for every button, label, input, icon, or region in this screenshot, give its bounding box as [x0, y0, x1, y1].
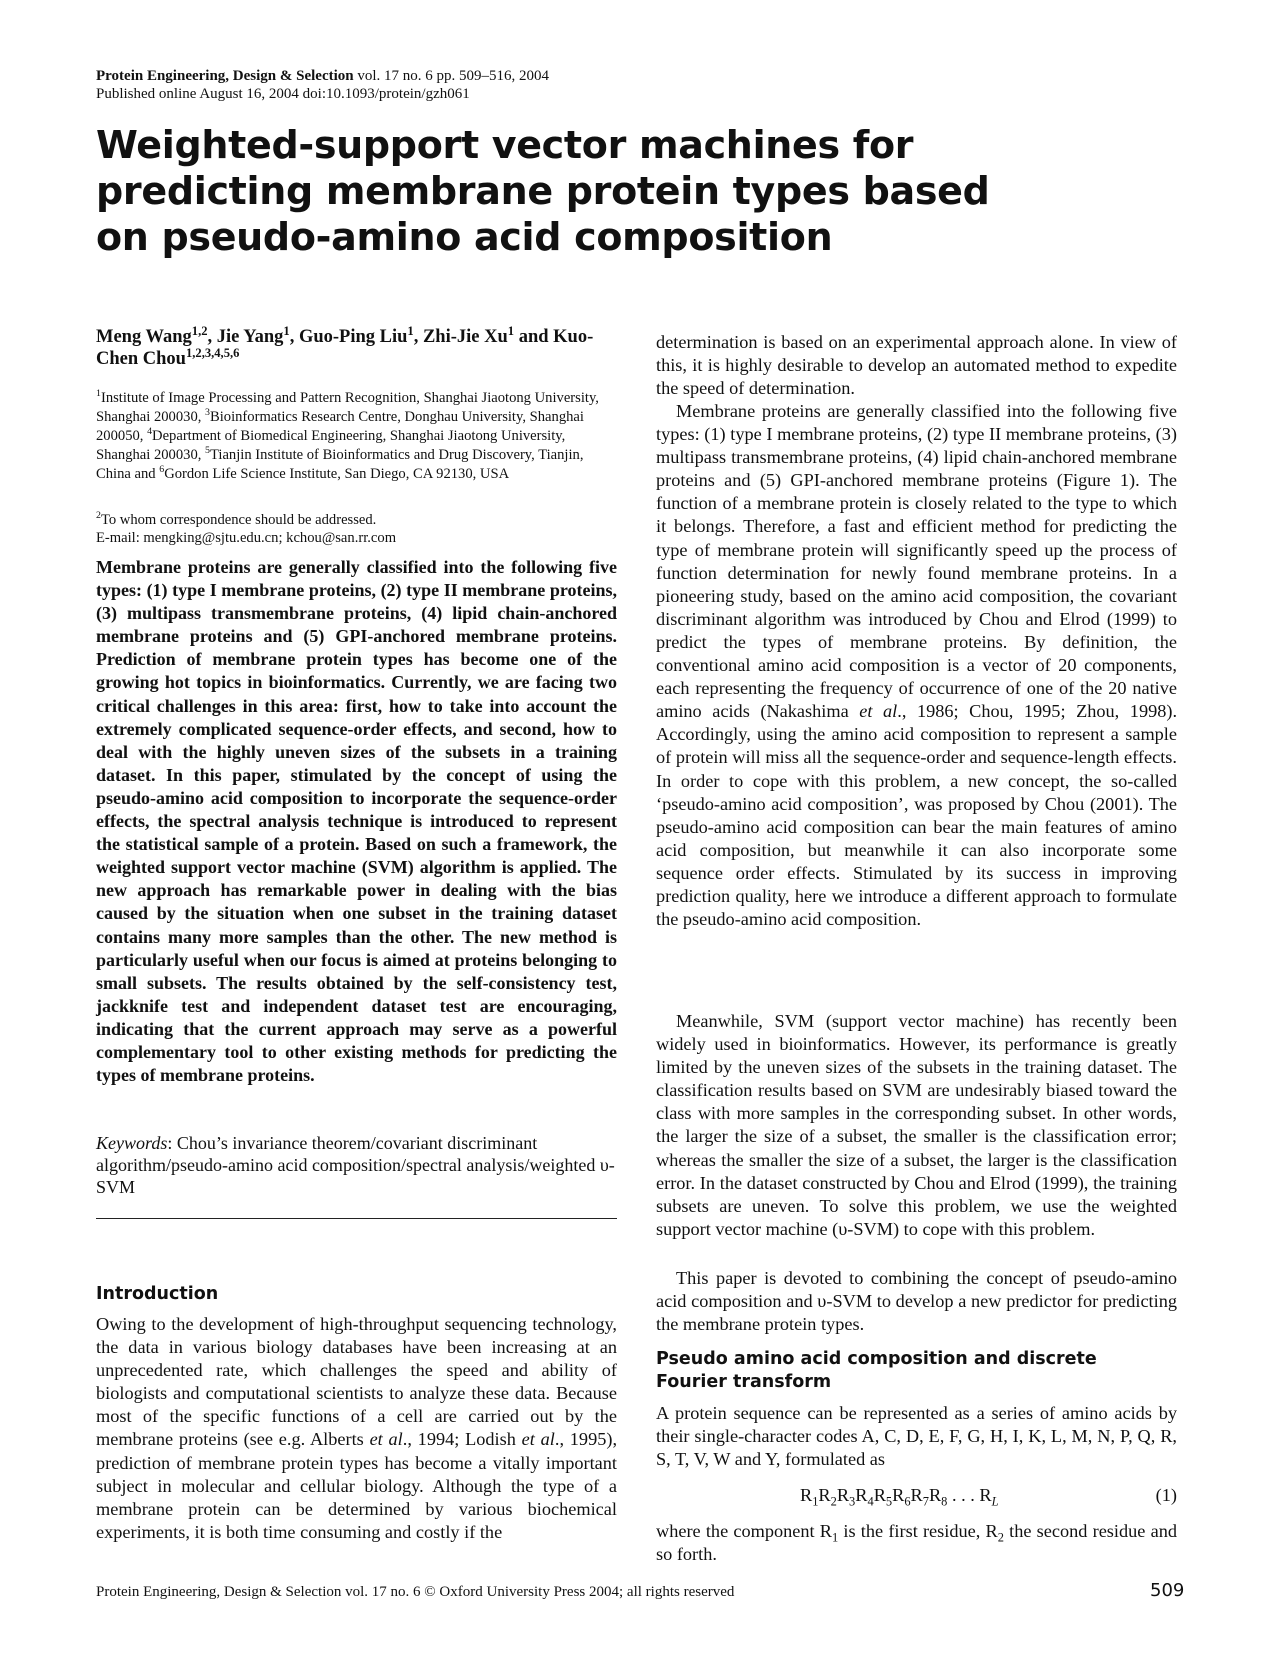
affiliation-text: Tianjin Institute of Bioinformatics and Drug Discovery, Tianjin, China and: [96, 447, 584, 482]
author-name: Guo-Ping Liu: [298, 327, 408, 347]
residue-index: 3: [849, 1494, 856, 1509]
residue-symbol: R: [873, 1485, 886, 1505]
abstract: Membrane proteins are generally classified into the following five types: (1) type I membrane proteins, (2) type II membrane proteins, (3) multipass transmembrane proteins, (4) lipid chain-anchored membrane proteins and (5) GPI-anchored membrane proteins. Prediction of membrane protein types has become one of the growing hot topics in bioinformatics. Currently, we are facing two critical challenges in this area: first, how to take into account the extremely complicated sequence-order effects, and second, how to deal with the highly uneven sizes of the subsets in a training dataset. In this paper, stimulated by the concept of using the pseudo-amino acid composition to incorporate the sequence-order effects, the spectral analysis technique is introduced to represent the statistical sample of a protein. Based on such a framework, the weighted support vector machine (SVM) algorithm is applied. The new approach has remarkable power in dealing with the bias caused by the situation when one subset in the training dataset contains many more samples than the other. The new method is particularly useful when our focus is aimed at proteins belonging to small subsets. The results obtained by the self-consistency test, jackknife test and independent dataset test are encouraging, indicating that the current approach may serve as a powerful complementary tool to other existing methods for predicting the types of membrane proteins.: [96, 557, 617, 1086]
introduction-heading: Introduction: [96, 1284, 219, 1304]
keywords-label: Keywords: [96, 1133, 168, 1153]
title-line: predicting membrane protein types based: [96, 169, 990, 213]
italic-et-al: et al: [521, 1429, 555, 1450]
text-run: ., 1994; Lodish: [402, 1429, 522, 1450]
text-run: ., 1986; Chou, 1995; Zhou, 1998). Accordingly, using the amino acid composition to represent a sample of protein will miss all the sequence-order and sequence-length effects. In order to cope with this problem, a new concept, the so-called ‘pseudo-amino acid composition’, was proposed by Chou (2001). The pseudo-amino acid composition can bear the main features of amino acid composition, but meanwhile it can also incorporate some sequence order effects. Stimulated by its success in improving prediction quality, here we introduce a different approach to formulate the pseudo-amino acid composition.: [656, 701, 1178, 930]
residue-symbol: R: [818, 1485, 831, 1505]
correspondence-mark: 2: [96, 510, 101, 522]
correspondence-line: [96, 511, 617, 529]
author-separator: ,: [207, 327, 217, 347]
affiliation-mark: 1: [96, 388, 101, 400]
residue-index: 2: [997, 1530, 1004, 1545]
residue-index: 7: [922, 1494, 929, 1509]
residue-index-last: L: [991, 1494, 999, 1509]
residue-index: 8: [941, 1494, 948, 1509]
text-run: is the first residue, R: [838, 1521, 998, 1541]
title-line: on pseudo-amino acid composition: [96, 215, 833, 259]
email-line: E-mail: mengking@sjtu.edu.cn; kchou@san.rr.com: [96, 530, 397, 546]
author-name: Kuo-Chen Chou: [96, 327, 594, 369]
residue-index: 5: [885, 1494, 893, 1509]
pseudo-section-heading: [656, 1348, 1177, 1394]
journal-header: [96, 67, 549, 103]
affiliation-mark: 3: [205, 407, 210, 419]
affiliation-mark: 5: [205, 445, 210, 457]
residue-symbol: R: [910, 1485, 923, 1505]
residue-ellipsis: . . . R: [947, 1485, 992, 1505]
author-affiliation-mark: 1: [283, 323, 290, 338]
affiliation-text: Bioinformatics Research Centre, Donghau University, Shanghai 200050,: [96, 409, 584, 444]
publication-info: Published online August 16, 2004 doi:10.1093/protein/gzh061: [96, 86, 470, 102]
correspondence-text: To whom correspondence should be addressed.: [100, 512, 377, 528]
text-run: Owing to the development of high-throughput sequencing technology, the data in various biology databases have been increasing at an unprecedented rate, which challenges the speed and ability of biologists and computational scientists to analyze these data. Because most of the specific functions of a cell are carried out by the membrane proteins (see e.g. Alberts: [96, 1314, 617, 1450]
italic-et-al: et al: [859, 701, 898, 722]
text-run: ., 1995), prediction of membrane protein types has become a vitally important subject in molecular and cellular biology. Although the type of a membrane protein can be determined by various biochemical experiments, it is both time consuming and costly if the: [96, 1429, 618, 1542]
affiliations: [96, 389, 617, 484]
introduction-paragraph: determination is based on an experimental approach alone. In view of this, it is highly desirable to develop an automated method to expedite the speed of determination.: [656, 332, 1177, 399]
author-affiliation-mark: 1: [507, 323, 515, 338]
paper-title: [96, 122, 996, 260]
journal-name: Protein Engineering, Design & Selection: [96, 68, 354, 84]
residue-symbol: R: [836, 1485, 850, 1505]
residue-symbol: R: [855, 1485, 868, 1505]
equation-number: (1): [1155, 1485, 1177, 1505]
pseudo-section-paragraph: A protein sequence can be represented as a series of amino acids by their single-character codes A, C, D, E, F, G, H, I, K, L, M, N, P, Q, R, S, T, V, W and Y, formulated as: [656, 1403, 1177, 1470]
equation-expression: [800, 1483, 998, 1507]
section-divider: [96, 1218, 617, 1219]
residue-symbol: R: [800, 1485, 813, 1505]
residue-index: 1: [832, 1530, 839, 1545]
author-name: Meng Wang: [96, 327, 192, 347]
text-run: where the component R: [656, 1521, 832, 1541]
keywords-text: : Chou’s invariance theorem/covariant discriminant algorithm/pseudo-amino acid composition/spectral analysis/weighted υ-SVM: [96, 1133, 615, 1197]
title-line: Weighted-support vector machines for: [96, 123, 914, 167]
journal-citation-line: [96, 67, 549, 85]
journal-volume: vol. 17 no. 6 pp. 509–516, 2004: [357, 68, 550, 84]
introduction-paragraph: This paper is devoted to combining the concept of pseudo-amino acid composition and υ-SVM to develop a new predictor for predicting the membrane protein types.: [656, 1268, 1177, 1335]
residue-index: 1: [812, 1494, 819, 1509]
residue-index: 6: [904, 1494, 911, 1509]
affiliation-text: Institute of Image Processing and Pattern Recognition, Shanghai Jiaotong University, Shanghai 200030,: [96, 390, 599, 425]
author-name: Jie Yang: [216, 327, 284, 347]
residue-symbol: R: [928, 1485, 942, 1505]
footer-citation: Protein Engineering, Design & Selection vol. 17 no. 6 © Oxford University Press 2004; all rights reserved: [96, 1584, 735, 1600]
keywords: [96, 1132, 617, 1198]
author-affiliation-mark: 1,2: [191, 323, 208, 338]
text-run: the second residue and so forth.: [656, 1521, 1177, 1565]
affiliation-text: Department of Biomedical Engineering, Shanghai Jiaotong University, Shanghai 200030,: [96, 428, 566, 463]
affiliation-mark: 6: [159, 464, 165, 476]
text-run: Membrane proteins are generally classified into the following five types: (1) type I membrane proteins, (2) type II membrane proteins, (3) multipass transmembrane proteins, (4) lipid chain-anchored membrane proteins and (5) GPI-anchored membrane proteins (Figure 1). The function of a membrane protein is closely related to the type to which it belongs. Therefore, a fast and efficient method for predicting the type of membrane protein will significantly speed up the process of function determination for newly found membrane proteins. In a pioneering study, based on the amino acid composition, the covariant discriminant algorithm was introduced by Chou and Elrod (1999) to predict the types of membrane proteins. By definition, the conventional amino acid composition is a vector of 20 components, each representing the frequency of occurrence of one of the 20 native amino acids (Nakashima: [656, 401, 1177, 722]
affiliation-text: Gordon Life Science Institute, San Diego, CA 92130, USA: [164, 466, 510, 482]
correspondence-note: [96, 511, 617, 547]
heading-line: Fourier transform: [656, 1372, 832, 1392]
residue-index: 2: [830, 1494, 837, 1509]
author-list: [96, 323, 617, 370]
author-affiliation-mark: 1,2,3,4,5,6: [185, 345, 240, 360]
author-separator: and: [514, 327, 554, 347]
introduction-paragraph: Meanwhile, SVM (support vector machine) has recently been widely used in bioinformatics. However, its performance is greatly limited by the uneven sizes of the subsets in the training dataset. The classification results based on SVM are undesirably biased toward the class with more samples in the corresponding subset. In other words, the larger the size of a subset, the smaller is the classification error; whereas the smaller the size of a subset, the larger is the classification error. In the dataset constructed by Chou and Elrod (1999), the training subsets are uneven. To solve this problem, we use the weighted support vector machine (υ-SVM) to cope with this problem.: [656, 1011, 1177, 1239]
author-separator: ,: [289, 327, 299, 347]
residue-symbol: R: [892, 1485, 905, 1505]
page-number: 509: [1150, 1580, 1185, 1601]
introduction-paragraph: [656, 400, 1177, 931]
affiliation-mark: 4: [147, 426, 153, 438]
author-name: Zhi-Jie Xu: [422, 327, 508, 347]
italic-et-al: et al: [369, 1429, 403, 1450]
residue-index: 4: [867, 1494, 874, 1509]
introduction-paragraph: [96, 1313, 617, 1544]
author-separator: ,: [413, 327, 423, 347]
equation-explanation: [656, 1520, 1177, 1566]
heading-line: Pseudo amino acid composition and discrete: [656, 1349, 1097, 1369]
author-affiliation-mark: 1: [407, 323, 414, 338]
